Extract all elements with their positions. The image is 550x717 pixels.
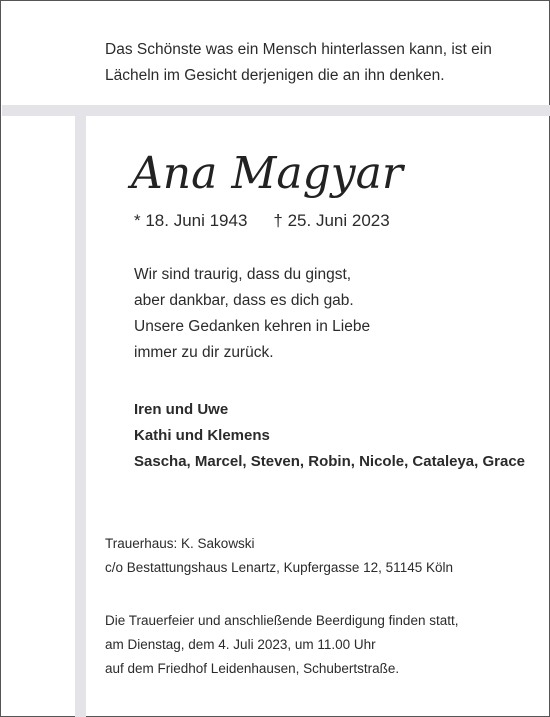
memorial-verse	[134, 262, 370, 366]
funeral-home-info	[105, 532, 453, 580]
quote-line: Lächeln im Gesicht derjenigen die an ihn denken.	[105, 67, 445, 84]
ceremony-info	[105, 609, 458, 681]
mourners-line: Kathi und Klemens	[134, 427, 270, 444]
quote-line: Das Schönste was ein Mensch hinterlassen kann, ist ein	[105, 41, 492, 58]
deceased-name: Ana Magyar	[131, 148, 403, 199]
funeral-home-line: c/o Bestattungshaus Lenartz, Kupfergasse 12, 51145 Köln	[105, 560, 453, 575]
ceremony-line: Die Trauerfeier und anschließende Beerdigung finden statt,	[105, 613, 459, 628]
mourners-list	[134, 397, 525, 475]
verse-line: Unsere Gedanken kehren in Liebe	[134, 318, 371, 335]
life-dates	[134, 209, 390, 233]
birth-date: * 18. Juni 1943	[134, 211, 248, 230]
memorial-quote	[105, 37, 535, 89]
mourners-line: Sascha, Marcel, Steven, Robin, Nicole, Cataleya, Grace	[134, 453, 526, 470]
decorative-cross-vertical-bar	[75, 105, 86, 717]
death-date: † 25. Juni 2023	[273, 211, 390, 230]
mourners-line: Iren und Uwe	[134, 401, 229, 418]
ceremony-line: am Dienstag, dem 4. Juli 2023, um 11.00 Uhr	[105, 637, 376, 652]
ceremony-line: auf dem Friedhof Leidenhausen, Schubertstraße.	[105, 661, 400, 676]
verse-line: immer zu dir zurück.	[134, 344, 274, 361]
funeral-home-line: Trauerhaus: K. Sakowski	[105, 536, 255, 551]
verse-line: Wir sind traurig, dass du gingst,	[134, 266, 352, 283]
verse-line: aber dankbar, dass es dich gab.	[134, 292, 354, 309]
